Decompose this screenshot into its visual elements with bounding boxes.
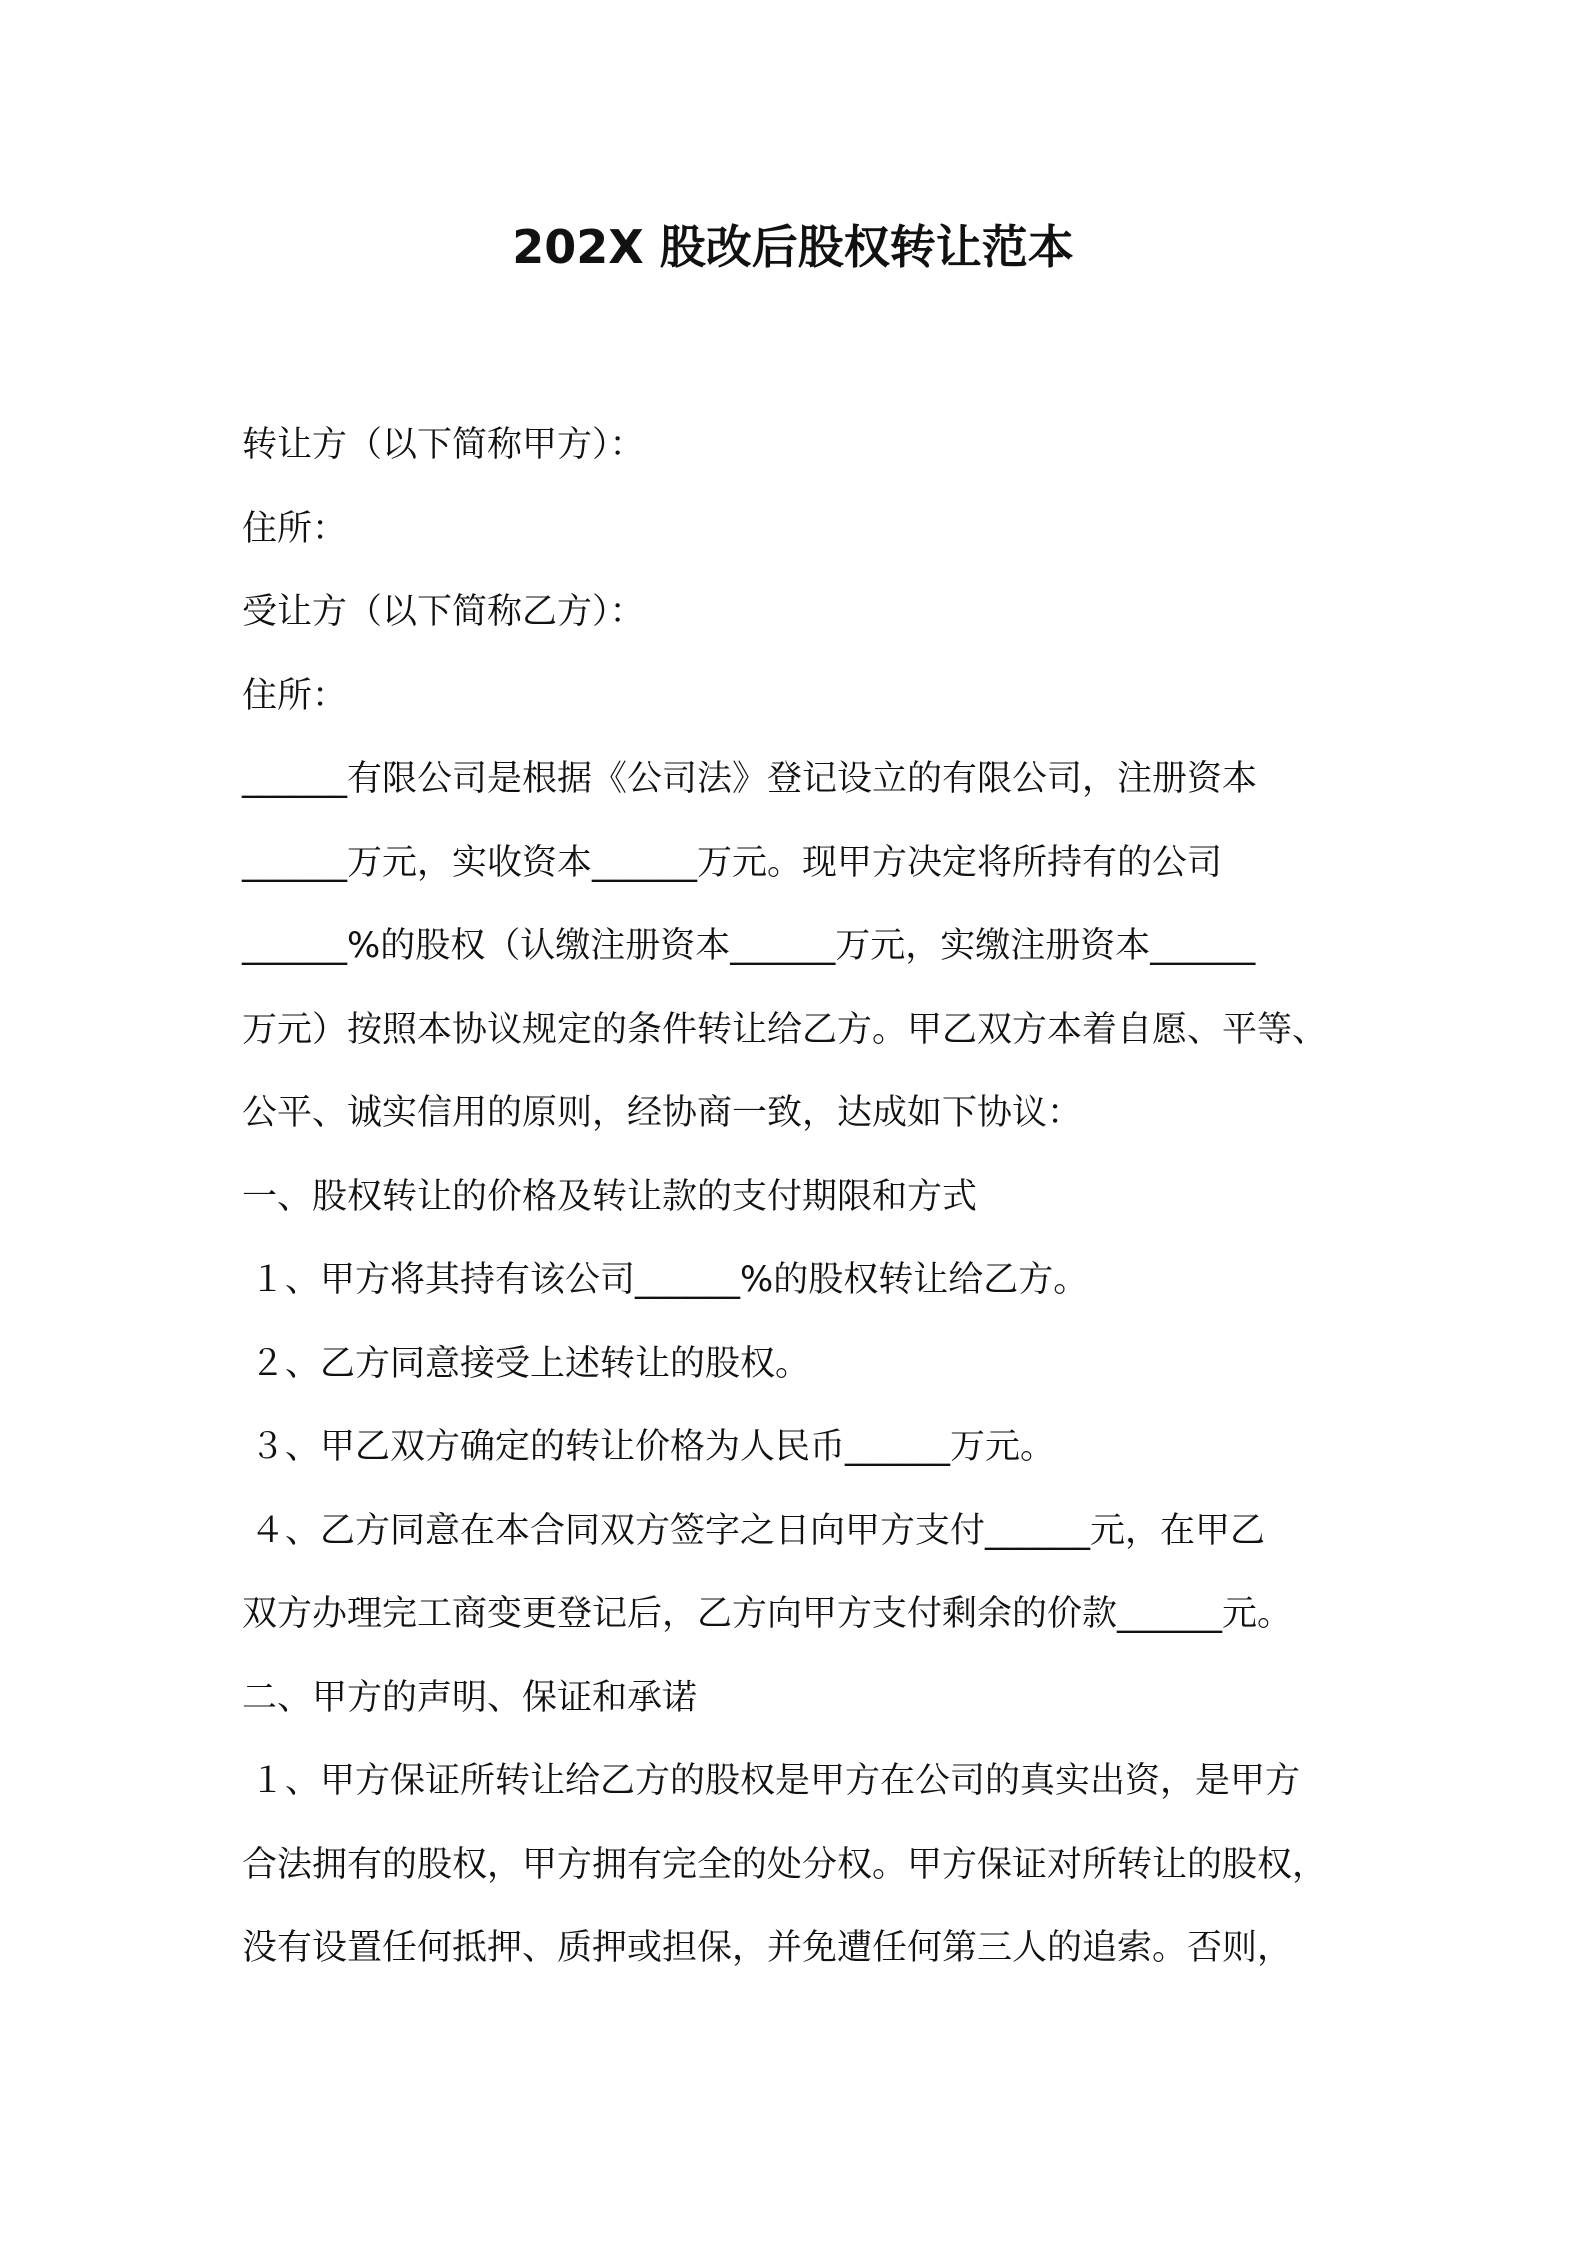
clause-line: 没有设置任何抵押、质押或担保，并免遭任何第三人的追索。否则， (242, 1928, 1293, 1968)
transferee-address-line: 住所： (242, 675, 348, 716)
clause-line: 双方办理完工商变更登记后，乙方向甲方支付剩余的价款______元。 (242, 1594, 1293, 1634)
preamble-line: ______有限公司是根据《公司法》登记设立的有限公司，注册资本 (242, 759, 1258, 799)
transferor-line: 转让方（以下简称甲方）： (242, 425, 645, 465)
clause-line: ３、甲乙双方确定的转让价格为人民币______万元。 (250, 1427, 1056, 1467)
section-heading: 一、股权转让的价格及转让款的支付期限和方式 (242, 1176, 978, 1217)
preamble-line: ______万元，实收资本______万元。现甲方决定将所持有的公司 (242, 842, 1223, 883)
preamble-line: 公平、诚实信用的原则，经协商一致，达成如下协议： (242, 1093, 1083, 1133)
document-title: 202X 股改后股权转让范本 (512, 220, 1074, 274)
transferor-address-line: 住所： (242, 508, 348, 549)
clause-line: 合法拥有的股权，甲方拥有完全的处分权。甲方保证对所转让的股权， (242, 1844, 1328, 1885)
transferee-line: 受让方（以下简称乙方）： (242, 592, 645, 632)
clause-line: １、甲方保证所转让给乙方的股权是甲方在公司的真实出资，是甲方 (250, 1761, 1301, 1801)
clause-line: １、甲方将其持有该公司______%的股权转让给乙方。 (250, 1260, 1089, 1300)
section-heading: 二、甲方的声明、保证和承诺 (242, 1677, 698, 1718)
preamble-line: ______%的股权（认缴注册资本______万元，实缴注册资本______ (242, 926, 1256, 966)
clause-line: ４、乙方同意在本合同双方签字之日向甲方支付______元，在甲乙 (250, 1510, 1266, 1551)
clause-line: ２、乙方同意接受上述转让的股权。 (250, 1343, 811, 1384)
preamble-line: 万元）按照本协议规定的条件转让给乙方。甲乙双方本着自愿、平等、 (242, 1009, 1328, 1050)
document-body (242, 404, 1362, 1991)
